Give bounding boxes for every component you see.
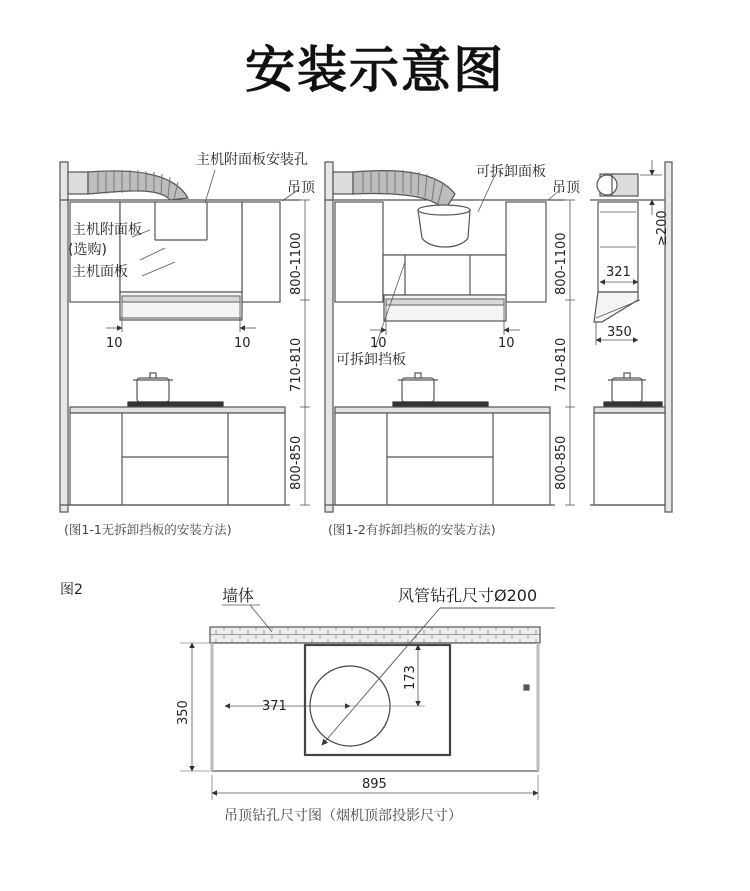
plan-view <box>180 605 555 800</box>
dim-min-200: ≥200 <box>655 210 670 246</box>
label-removable-panel: 可拆卸面板 <box>476 164 546 180</box>
dim-middle: 710-810 <box>554 337 569 392</box>
pot <box>137 378 169 402</box>
upper-cabinet-right <box>506 202 546 302</box>
dim-173: 173 <box>403 665 418 690</box>
cooktop <box>604 402 662 407</box>
upper-cabinet-left <box>335 202 383 302</box>
dim-895: 895 <box>362 777 387 792</box>
brick-wall <box>210 627 540 643</box>
caption-fig-1-1: (图1-1无拆卸挡板的安装方法) <box>64 522 232 537</box>
pot <box>402 378 434 402</box>
label-removable-baffle: 可拆卸挡板 <box>336 352 406 368</box>
wall <box>60 162 68 512</box>
dim-10-right: 10 <box>498 336 515 351</box>
flexible-duct <box>88 170 188 200</box>
dim-321: 321 <box>606 265 631 280</box>
removable-baffle <box>383 255 506 295</box>
dim-lower: 800-850 <box>289 435 304 490</box>
cooktop <box>393 402 488 407</box>
caption-fig-2: 吊顶钻孔尺寸图（烟机顶部投影尺寸） <box>224 808 462 824</box>
caption-fig-1-2: (图1-2有拆卸挡板的安装方法) <box>328 522 496 537</box>
countertop <box>335 407 550 413</box>
dim-350: 350 <box>607 325 632 340</box>
dim-10-left: 10 <box>106 336 123 351</box>
lower-cabinet <box>335 413 550 505</box>
side-hood-canopy <box>594 292 638 322</box>
figure-2-label: 图2 <box>60 582 83 598</box>
figure-1-1 <box>60 162 310 512</box>
upper-cabinet-right <box>242 202 280 302</box>
label-host-attached-panel: 主机附面板 <box>72 222 142 238</box>
dim-10-right: 10 <box>234 336 251 351</box>
dim-10-left: 10 <box>370 336 387 351</box>
label-optional: (选购) <box>68 242 107 258</box>
label-ceiling: 吊顶 <box>552 180 580 196</box>
label-host-panel: 主机面板 <box>72 264 128 280</box>
dim-350: 350 <box>176 700 191 725</box>
lower-cabinet <box>70 413 285 505</box>
page-title: 安装示意图 <box>245 41 505 99</box>
label-duct-hole-size: 风管钻孔尺寸Ø200 <box>398 586 538 605</box>
hood-attached-panel <box>120 202 242 292</box>
label-host-panel-hole: 主机附面板安装孔 <box>196 152 308 168</box>
label-ceiling: 吊顶 <box>287 180 315 196</box>
dim-middle: 710-810 <box>289 337 304 392</box>
label-wall: 墙体 <box>222 586 255 605</box>
dim-lower: 800-850 <box>554 435 569 490</box>
pot <box>612 378 642 402</box>
dim-upper: 800-1100 <box>289 232 304 295</box>
dim-371: 371 <box>262 699 287 714</box>
dim-upper: 800-1100 <box>554 232 569 295</box>
cooktop <box>128 402 223 407</box>
wall <box>325 162 333 512</box>
countertop <box>70 407 285 413</box>
figure-1-2 <box>325 162 575 512</box>
